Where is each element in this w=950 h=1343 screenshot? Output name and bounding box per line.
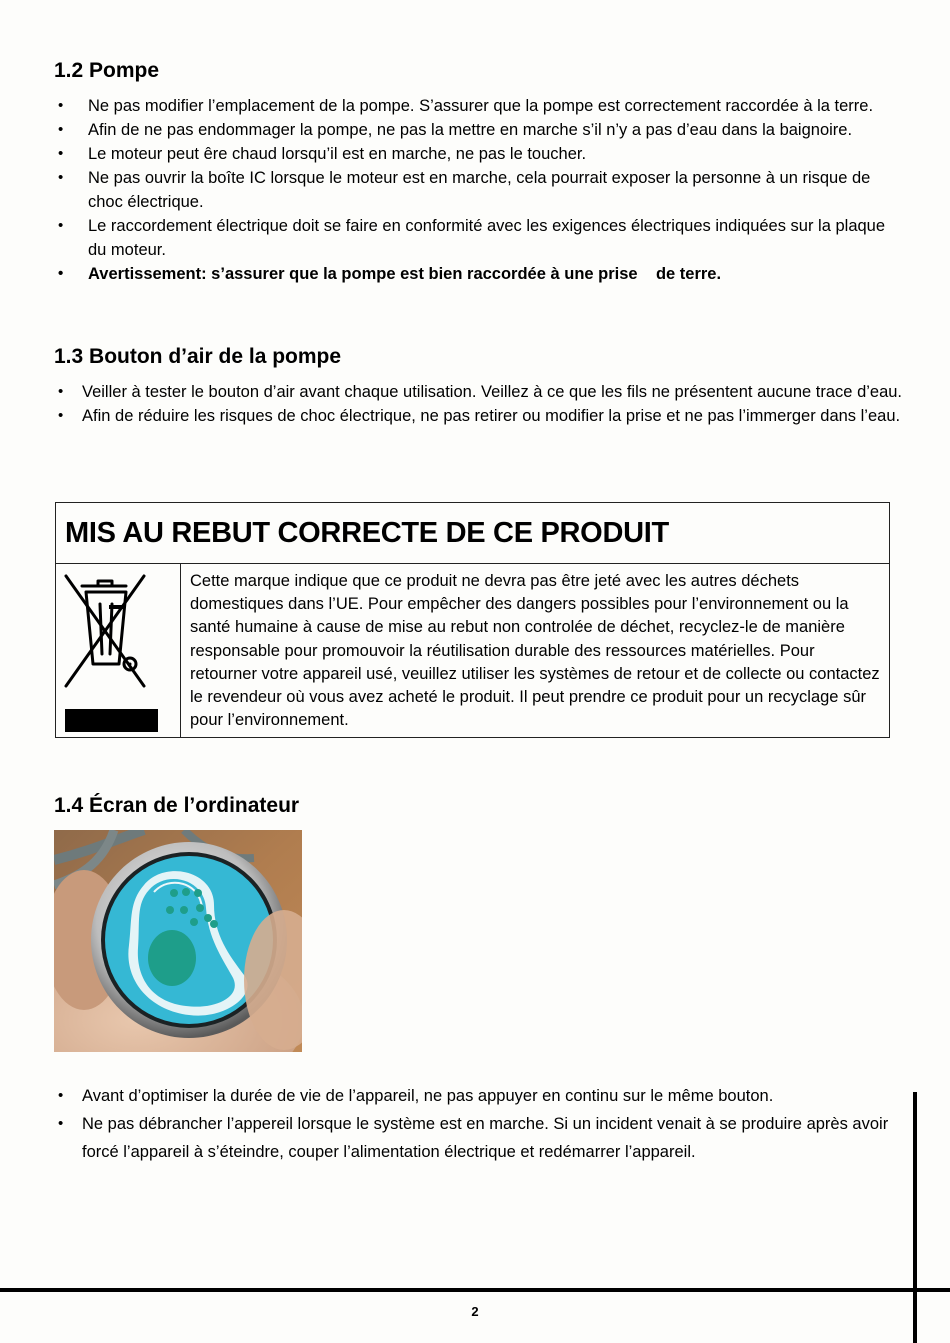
list-item: • Ne pas débrancher l’appereil lorsque le système est en marche. Si un incident venait à se produire après avoir forcé l’appareil à s’éteindre, couper l’alimentation électrique et redémarrer l’appareil. [54,1110,904,1166]
list-item: • Ne pas modifier l’emplacement de la pompe. S’assurer que la pompe est correctement raccordée à la terre. [54,94,904,118]
section-title-ecran: 1.4 Écran de l’ordinateur [54,794,300,817]
warning-item: • Avertissement: s’assurer que la pompe est bien raccordée à une prise de terre. [54,262,904,286]
section-title-pompe: 1.2 Pompe [54,59,160,82]
disposal-icon-cell [56,564,181,737]
control-panel-photo [54,830,302,1052]
bouton-air-list [54,380,904,428]
list-item: • Le raccordement électrique doit se faire en conformité avec les exigences électriques indiquées sur la plaque du moteur. [54,214,904,262]
pompe-list [54,94,904,286]
disposal-notice-box [55,502,890,738]
section-title-bouton-air: 1.3 Bouton d’air de la pompe [54,345,342,368]
list-item: • Afin de ne pas endommager la pompe, ne pas la mettre en marche s’il n’y a pas d’eau dans la baignoire. [54,118,904,142]
list-item: • Veiller à tester le bouton d’air avant chaque utilisation. Veillez à ce que les fils ne présentent aucune trace d’eau. [54,380,904,404]
list-item: • Ne pas ouvrir la boîte IC lorsque le moteur est en marche, cela pourrait exposer la personne à un risque de choc électrique. [54,166,904,214]
crossed-out-wheelie-bin-icon [56,564,181,737]
disposal-notice-title: MIS AU REBUT CORRECTE DE CE PRODUIT [56,503,889,564]
page-number: 2 [471,1304,479,1319]
disposal-notice-text: Cette marque indique que ce produit ne devra pas être jeté avec les autres déchets domestiques dans l’UE. Pour empêcher des dangers possibles pour l’environnement ou la santé humaine à cause de mise au rebut non controlée de déchet, recyclez-le de manière responsable pour promouvoir la réutilisation durable des ressources matérielles. Pour retourner votre appareil usé, veuillez utiliser les systèmes de retour et de collecte ou contactez le revendeur où vous avez acheté le produit. Il peut prendre ce produit pour un recyclage sûr pour l’environnement. [190,572,880,730]
list-item: • Avant d’optimiser la durée de vie de l’appareil, ne pas appuyer en continu sur le même bouton. [54,1082,904,1110]
ecran-list [54,1082,904,1166]
list-item: • Le moteur peut êre chaud lorsqu’il est en marche, ne pas le toucher. [54,142,904,166]
footer-rule [0,1288,950,1292]
list-item: • Afin de réduire les risques de choc électrique, ne pas retirer ou modifier la prise et ne pas l’immerger dans l’eau. [54,404,904,428]
